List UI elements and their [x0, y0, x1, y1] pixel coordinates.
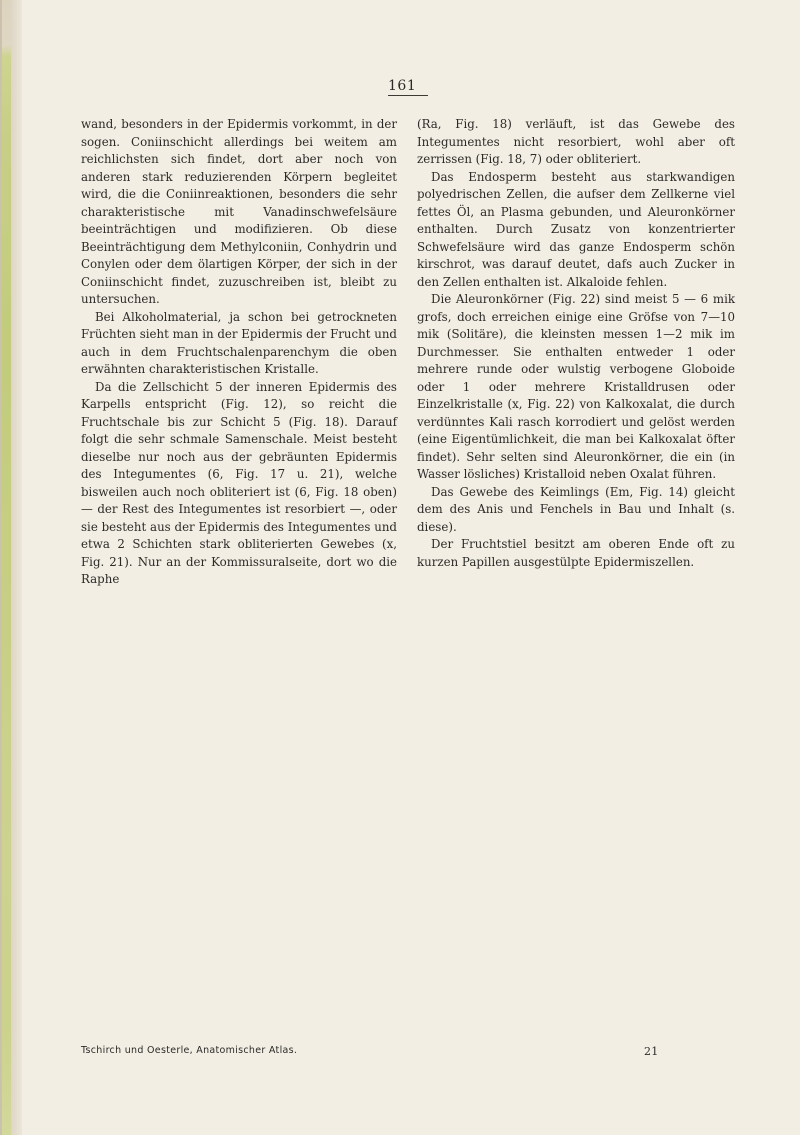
paragraph: Das Gewebe des Keimlings (Em, Fig. 14) gleicht dem des Anis und Fenchels in Bau und Inhalt (s. diese).	[417, 484, 735, 534]
binding-color-strip	[2, 0, 11, 1135]
paragraph: Bei Alkoholmaterial, ja schon bei getrockneten Früchten sieht man in der Epidermis der Frucht und auch in dem Fruchtschalenparenchym die oben erwähnten charakteristischen Kristalle.	[81, 309, 397, 376]
footer-credit: Tschirch und Oesterle, Anatomischer Atlas.	[81, 1045, 298, 1056]
paragraph: Der Fruchtstiel besitzt am oberen Ende oft zu kurzen Papillen ausgestülpte Epidermiszellen.	[417, 537, 735, 569]
right-text-column	[417, 116, 735, 571]
paragraph: wand, besonders in der Epidermis vorkommt, in der sogen. Coniinschicht allerdings bei weitem am reichlichsten sich findet, dort aber noch von anderen stark reduzierenden Körpern begleitet wird, die die Coniinreaktionen, besonders die sehr charakteristische mit Vanadinschwefelsäure beeinträchtigen und modifizieren. Ob diese Beeinträchtigung dem Methylconiin, Conhydrin und Conylen oder dem ölartigen Körper, der sich in der Coniinschicht findet, zuzuschreiben ist, bleibt zu untersuchen.	[81, 117, 397, 306]
sheet-signature: 21	[644, 1045, 659, 1058]
paragraph: Da die Zellschicht 5 der inneren Epidermis des Karpells entspricht (Fig. 12), so reicht die Fruchtschale bis zur Schicht 5 (Fig. 18). Darauf folgt die sehr schmale Samenschale. Meist besteht dieselbe nur noch aus der gebräunten Epidermis des Integumentes (6, Fig. 17 u. 21), welche bisweilen auch noch obliteriert ist (6, Fig. 18 oben) — der Rest des Integumentes ist resorbiert —, oder sie besteht aus der Epidermis des Integumentes und etwa 2 Schichten stark obliterierten Gewebes (x, Fig. 21). Nur an der Kommissuralseite, dort wo die Raphe	[81, 379, 397, 586]
paragraph: Die Aleuronkörner (Fig. 22) sind meist 5 — 6 mik grofs, doch erreichen einige eine Gröfse von 7—10 mik (Solitäre), die kleinsten messen 1—2 mik im Durchmesser. Sie enthalten entweder 1 oder mehrere runde oder wulstig verbogene Globoide oder 1 oder mehrere Kristalldrusen oder Einzelkristalle (x, Fig. 22) von Kalkoxalat, die durch verdünntes Kali rasch korrodiert und gelöst werden (eine Eigentümlichkeit, die man bei Kalkoxalat öfter findet). Sehr selten sind Aleuronkörner, die ein (in Wasser lösliches) Kristalloid neben Oxalat führen.	[417, 292, 735, 481]
paragraph: Das Endosperm besteht aus starkwandigen polyedrischen Zellen, die aufser dem Zellkerne viel fettes Öl, an Plasma gebunden, und Aleuronkörner enthalten. Durch Zusatz von konzentrierter Schwefelsäure wird das ganze Endosperm schön kirschrot, was darauf deutet, dafs auch Zucker in den Zellen enthalten ist. Alkaloide fehlen.	[417, 169, 735, 289]
paragraph: (Ra, Fig. 18) verläuft, ist das Gewebe des Integumentes nicht resorbiert, wohl aber oft zerrissen (Fig. 18, 7) oder obliteriert.	[417, 117, 735, 166]
left-text-column	[81, 116, 397, 589]
page-number: 161	[388, 78, 428, 96]
